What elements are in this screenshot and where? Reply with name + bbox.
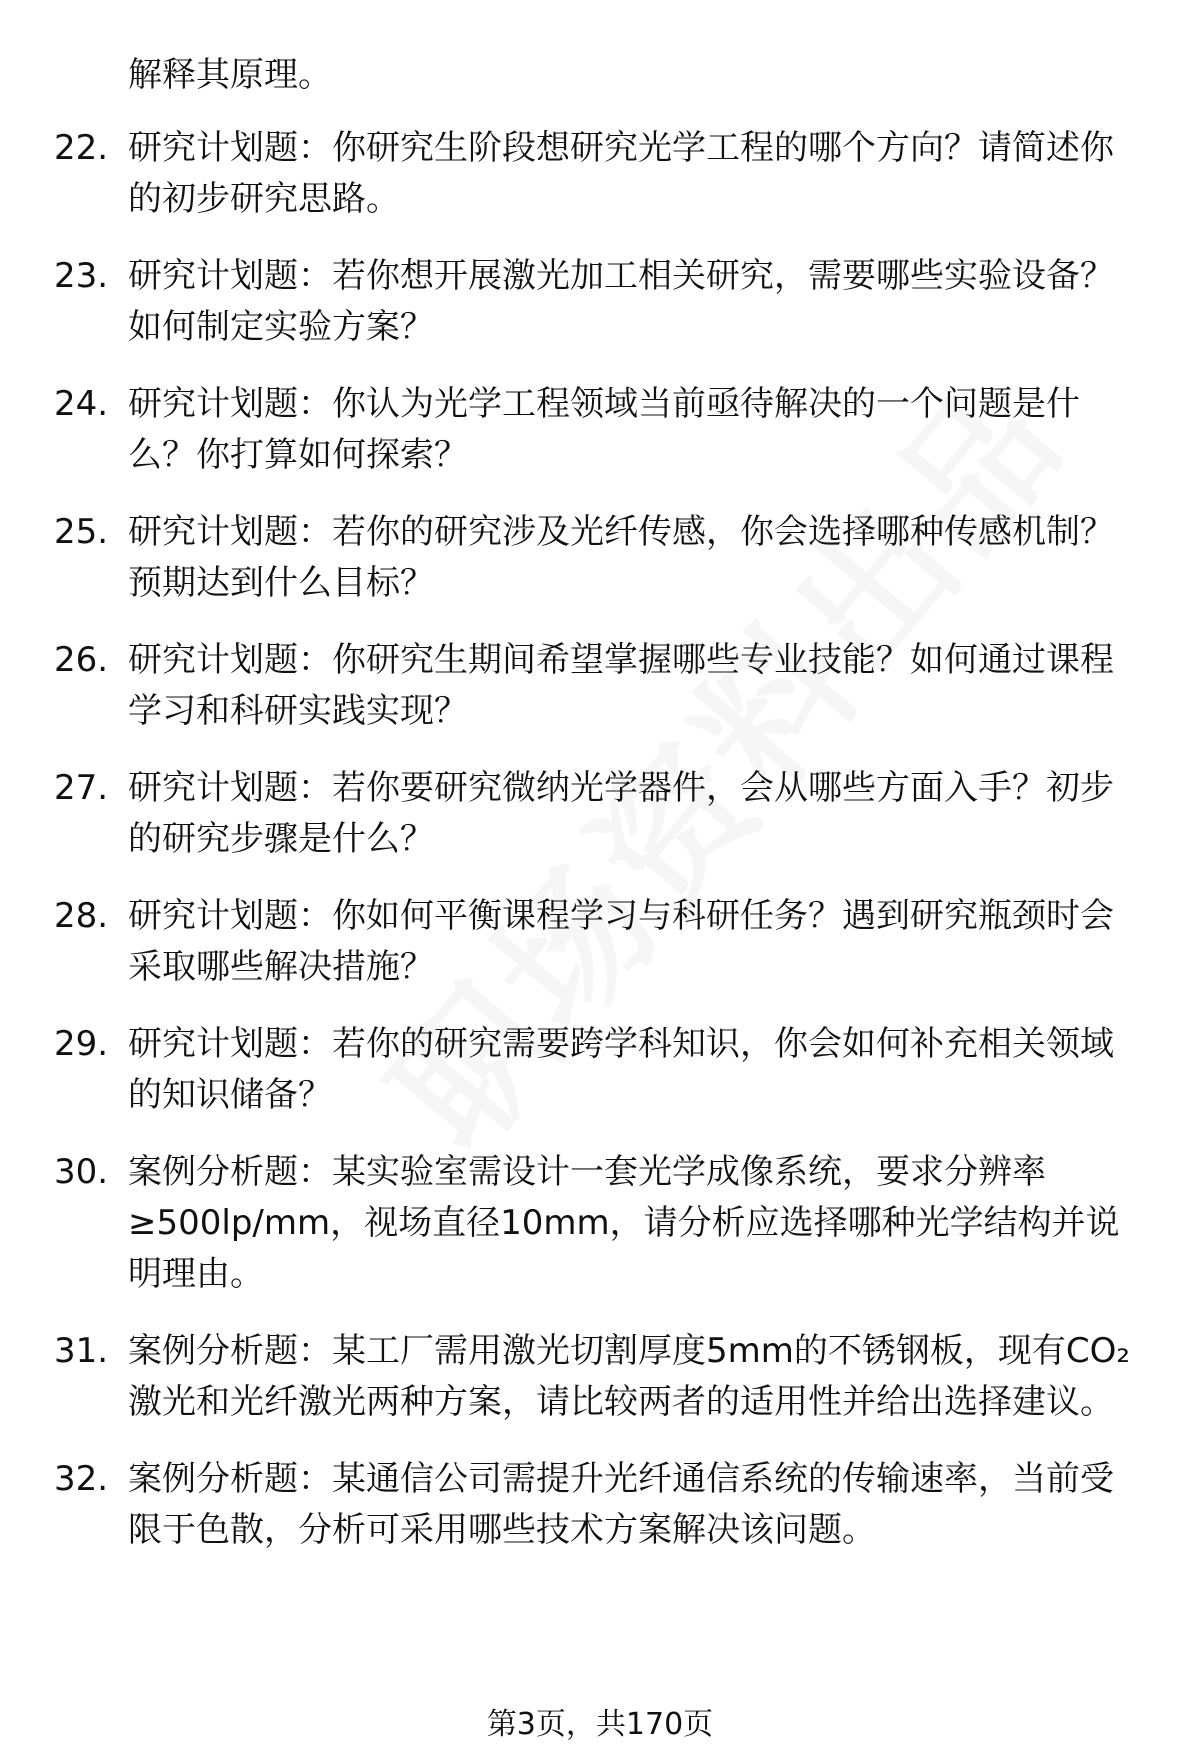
list-item (54, 1454, 1138, 1556)
item-number: 31. (54, 1331, 109, 1371)
list-item (54, 251, 1138, 353)
item-number: 22. (54, 128, 109, 168)
item-text: 研究计划题：若你想开展激光加工相关研究，需要哪些实验设备？如何制定实验方案？ (128, 256, 1114, 347)
item-number: 29. (54, 1024, 109, 1064)
list-item (54, 635, 1138, 737)
item-number: 25. (54, 512, 109, 552)
item-text: 研究计划题：你研究生阶段想研究光学工程的哪个方向？请简述你的初步研究思路。 (128, 128, 1114, 219)
list-item (54, 123, 1138, 225)
item-text: 研究计划题：若你要研究微纳光学器件，会从哪些方面入手？初步的研究步骤是什么？ (128, 768, 1114, 859)
item-number: 30. (54, 1152, 109, 1192)
item-text: 案例分析题：某实验室需设计一套光学成像系统，要求分辨率≥500lp/mm，视场直径10mm，请分析应选择哪种光学结构并说明理由。 (128, 1152, 1120, 1294)
item-number: 24. (54, 384, 109, 424)
continuation-text: 解释其原理。 (128, 55, 332, 95)
item-text: 案例分析题：某工厂需用激光切割厚度5mm的不锈钢板，现有CO₂激光和光纤激光两种方案，请比较两者的适用性并给出选择建议。 (128, 1331, 1131, 1422)
page-footer: 第3页，共170页 (486, 1707, 714, 1742)
item-number: 28. (54, 896, 109, 936)
item-number: 32. (54, 1459, 109, 1499)
question-list (0, 50, 1200, 1582)
item-text: 研究计划题：若你的研究需要跨学科知识，你会如何补充相关领域的知识储备？ (128, 1024, 1114, 1115)
list-item (54, 891, 1138, 993)
list-item (54, 507, 1138, 609)
item-text: 研究计划题：你如何平衡课程学习与科研任务？遇到研究瓶颈时会采取哪些解决措施？ (128, 896, 1114, 987)
item-text: 研究计划题：你研究生期间希望掌握哪些专业技能？如何通过课程学习和科研实践实现？ (128, 640, 1114, 731)
item-number: 23. (54, 256, 109, 296)
item-text: 案例分析题：某通信公司需提升光纤通信系统的传输速率，当前受限于色散，分析可采用哪些技术方案解决该问题。 (128, 1459, 1114, 1550)
list-item (54, 379, 1138, 481)
item-text: 研究计划题：你认为光学工程领域当前亟待解决的一个问题是什么？你打算如何探索？ (128, 384, 1080, 475)
item-text: 研究计划题：若你的研究涉及光纤传感，你会选择哪种传感机制？预期达到什么目标？ (128, 512, 1114, 603)
list-item (54, 1019, 1138, 1121)
list-item (54, 1147, 1138, 1300)
item-number: 26. (54, 640, 109, 680)
list-item (54, 1326, 1138, 1428)
list-item (54, 763, 1138, 865)
item-number: 27. (54, 768, 109, 808)
